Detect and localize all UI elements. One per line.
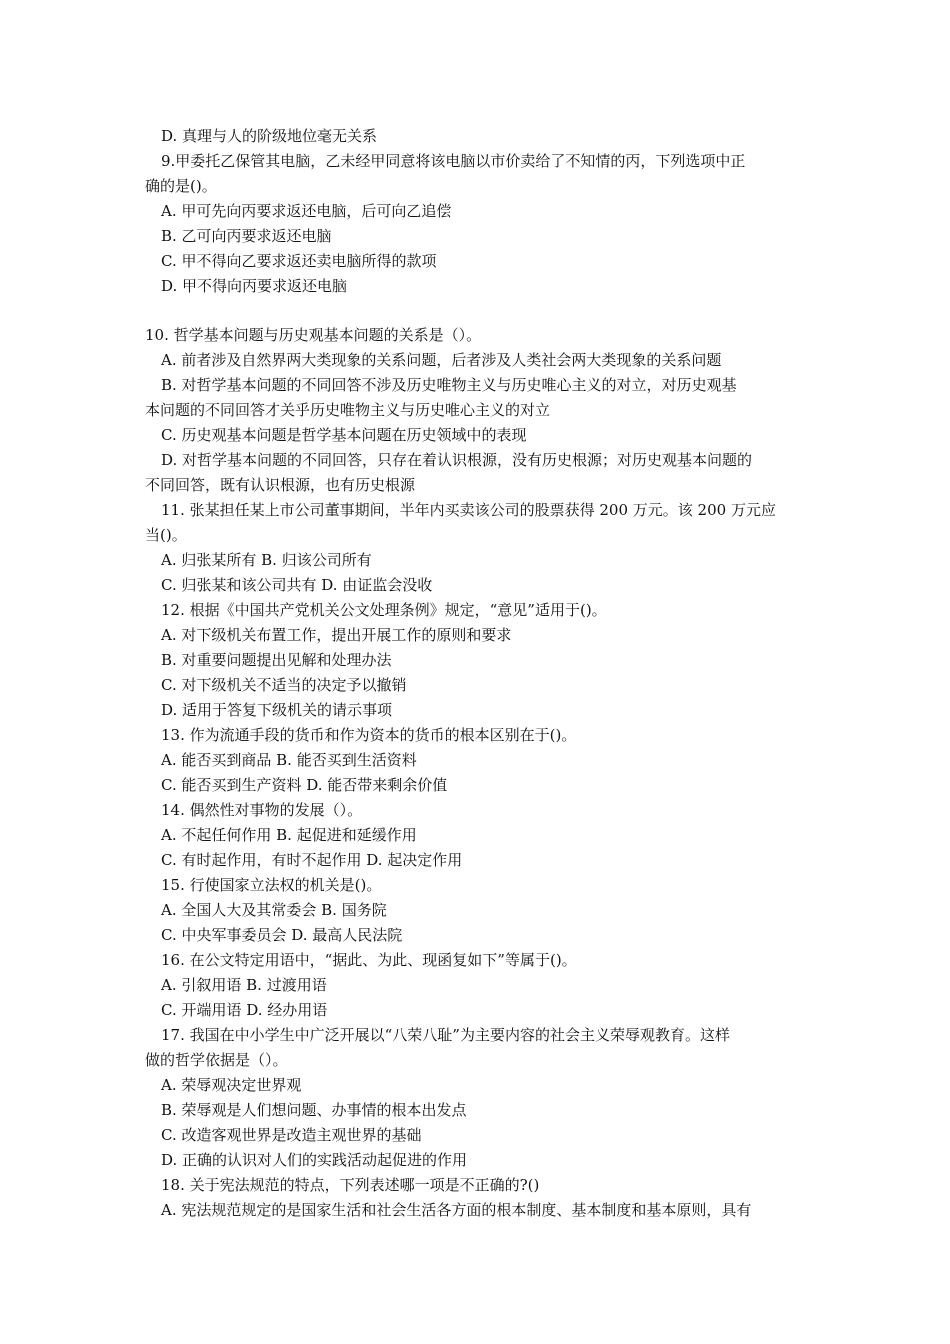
question-9-line-2: 确的是()。 xyxy=(145,177,217,195)
question-9-line-1: 9.甲委托乙保管其电脑，乙未经甲同意将该电脑以市价卖给了不知情的丙，下列选项中正 xyxy=(161,152,746,170)
option-17c: C. 改造客观世界是改造主观世界的基础 xyxy=(161,1126,422,1144)
option-17b: B. 荣辱观是人们想问题、办事情的根本出发点 xyxy=(161,1101,467,1119)
option-12c: C. 对下级机关不适当的决定予以撤销 xyxy=(161,676,407,694)
question-15: 15. 行使国家立法权的机关是()。 xyxy=(161,876,382,894)
options-15ab: A. 全国人大及其常委会 B. 国务院 xyxy=(161,901,387,919)
option-9a: A. 甲可先向丙要求返还电脑，后可向乙追偿 xyxy=(161,202,452,220)
option-10b-line-2: 本问题的不同回答才关乎历史唯物主义与历史唯心主义的对立 xyxy=(145,401,551,419)
option-10a: A. 前者涉及自然界两大类现象的关系问题，后者涉及人类社会两大类现象的关系问题 xyxy=(161,351,722,369)
option-10c: C. 历史观基本问题是哲学基本问题在历史领域中的表现 xyxy=(161,426,527,444)
option-9d: D. 甲不得向丙要求返还电脑 xyxy=(161,277,348,295)
option-10d-line-1: D. 对哲学基本问题的不同回答，只存在着认识根源，没有历史根源；对历史观基本问题的 xyxy=(161,451,753,469)
question-12: 12. 根据《中国共产党机关公文处理条例》规定，“意见”适用于()。 xyxy=(161,601,607,619)
option-12a: A. 对下级机关布置工作，提出开展工作的原则和要求 xyxy=(161,626,512,644)
options-14cd: C. 有时起作用，有时不起作用 D. 起决定作用 xyxy=(161,851,463,869)
option-8d: D. 真理与人的阶级地位毫无关系 xyxy=(161,127,378,145)
question-14: 14. 偶然性对事物的发展（）。 xyxy=(161,801,363,819)
question-17-line-1: 17. 我国在中小学生中广泛开展以“八荣八耻”为主要内容的社会主义荣辱观教育。这样 xyxy=(161,1026,730,1044)
option-9b: B. 乙可向丙要求返还电脑 xyxy=(161,227,332,245)
question-18: 18. 关于宪法规范的特点，下列表述哪一项是不正确的?() xyxy=(161,1176,540,1194)
options-11ab: A. 归张某所有 B. 归该公司所有 xyxy=(161,551,372,569)
question-17-line-2: 做的哲学依据是（）。 xyxy=(145,1051,288,1069)
option-18a-line-1: A. 宪法规范规定的是国家生活和社会生活各方面的根本制度、基本制度和基本原则，具有 xyxy=(161,1201,752,1219)
options-11cd: C. 归张某和该公司共有 D. 由证监会没收 xyxy=(161,576,433,594)
options-16ab: A. 引叙用语 B. 过渡用语 xyxy=(161,976,327,994)
option-9c: C. 甲不得向乙要求返还卖电脑所得的款项 xyxy=(161,252,437,270)
options-15cd: C. 中央军事委员会 D. 最高人民法院 xyxy=(161,926,403,944)
options-14ab: A. 不起任何作用 B. 起促进和延缓作用 xyxy=(161,826,417,844)
options-13ab: A. 能否买到商品 B. 能否买到生活资料 xyxy=(161,751,417,769)
option-10b-line-1: B. 对哲学基本问题的不同回答不涉及历史唯物主义与历史唯心主义的对立，对历史观基 xyxy=(161,376,737,394)
options-13cd: C. 能否买到生产资料 D. 能否带来剩余价值 xyxy=(161,776,448,794)
option-12d: D. 适用于答复下级机关的请示事项 xyxy=(161,701,393,719)
options-16cd: C. 开端用语 D. 经办用语 xyxy=(161,1001,328,1019)
question-11-line-2: 当()。 xyxy=(145,526,187,544)
option-12b: B. 对重要问题提出见解和处理办法 xyxy=(161,651,392,669)
option-17d: D. 正确的认识对人们的实践活动起促进的作用 xyxy=(161,1151,468,1169)
question-11-line-1: 11. 张某担任某上市公司董事期间，半年内买卖该公司的股票获得 200 万元。该 200 万元应 xyxy=(161,501,776,519)
document-body xyxy=(145,124,809,1223)
question-10: 10. 哲学基本问题与历史观基本问题的关系是（）。 xyxy=(145,326,482,344)
question-13: 13. 作为流通手段的货币和作为资本的货币的根本区别在于()。 xyxy=(161,726,577,744)
option-17a: A. 荣辱观决定世界观 xyxy=(161,1076,302,1094)
paragraph-gap xyxy=(145,299,809,323)
question-16: 16. 在公文特定用语中，“据此、为此、现函复如下”等属于()。 xyxy=(161,951,577,969)
option-10d-line-2: 不同回答，既有认识根源，也有历史根源 xyxy=(145,476,416,494)
